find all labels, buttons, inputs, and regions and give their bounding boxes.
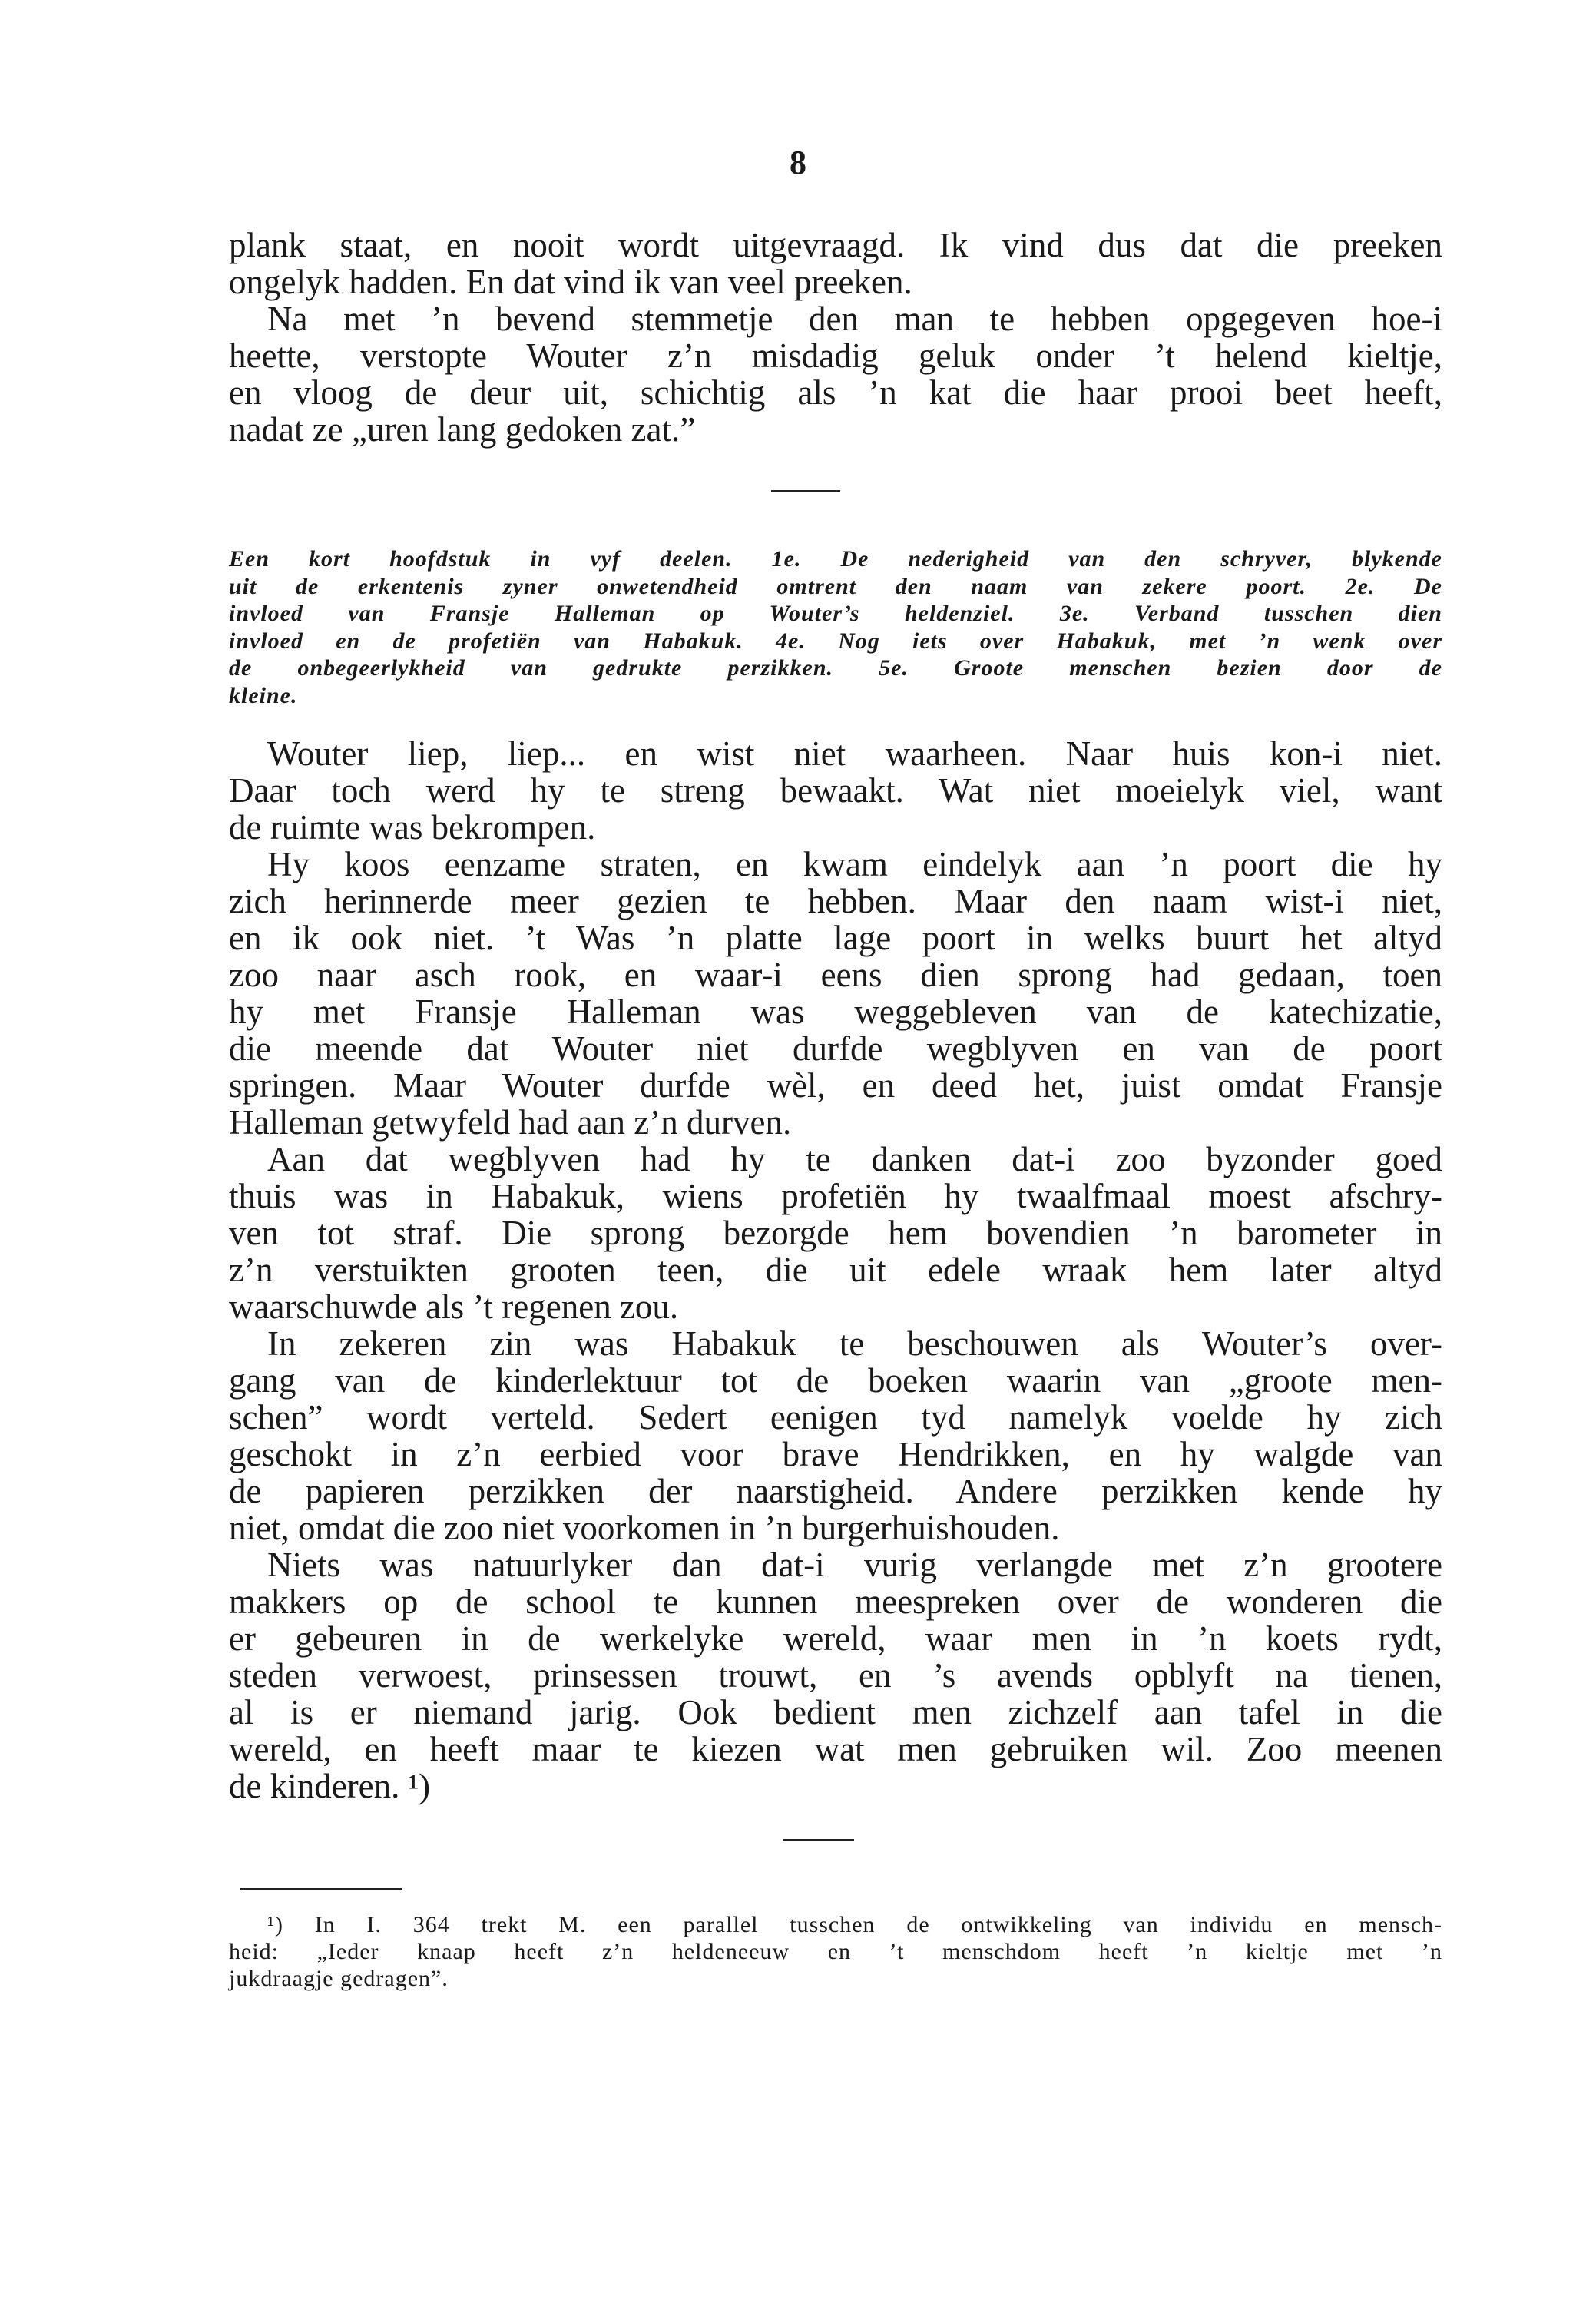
- body-line: wereld, en heeft maar te kiezen wat men gebruiken wil. Zoo meenen: [229, 1730, 1442, 1768]
- summary-line: de onbegeerlykheid van gedrukte perzikken. 5e. Groote menschen bezien door de: [229, 655, 1442, 681]
- body-line: springen. Maar Wouter durfde wèl, en deed het, juist omdat Fransje: [229, 1066, 1442, 1105]
- body-line: zich herinnerde meer gezien te hebben. Maar den naam wist-i niet,: [229, 882, 1442, 920]
- paragraph-block-top: [229, 227, 1442, 448]
- footnote-line: heid: „Ieder knaap heeft z’n heldeneeuw en ’t menschdom heeft ’n kieltje met ’n: [229, 1939, 1442, 1964]
- top-block-line: Na met ’n bevend stemmetje den man te hebben opgegeven hoe-i: [267, 300, 1442, 338]
- body-line: de kinderen. ¹): [229, 1767, 431, 1805]
- body-line: In zekeren zin was Habakuk te beschouwen als Wouter’s over-: [267, 1324, 1442, 1363]
- end-divider: [783, 1839, 854, 1841]
- summary-line: invloed en de profetiën van Habakuk. 4e. Nog iets over Habakuk, met ’n wenk over: [229, 628, 1442, 654]
- body-line: Halleman getwyfeld had aan z’n durven.: [229, 1103, 792, 1142]
- top-block-line: heette, verstopte Wouter z’n misdadig geluk onder ’t helend kieltje,: [229, 336, 1442, 375]
- top-block-line: ongelyk hadden. En dat vind ik van veel preeken.: [229, 263, 912, 301]
- page-number: 8: [790, 144, 806, 181]
- body-line: Aan dat wegblyven had hy te danken dat-i zoo byzonder goed: [267, 1140, 1442, 1178]
- summary-line: invloed van Fransje Halleman op Wouter’s heldenziel. 3e. Verband tusschen dien: [229, 601, 1442, 626]
- top-block-line: nadat ze „uren lang gedoken zat.”: [229, 410, 696, 449]
- summary-line: uit de erkentenis zyner onwetendheid omtrent den naam van zekere poort. 2e. De: [229, 573, 1442, 599]
- footnote: [229, 1911, 1442, 1992]
- body-line: al is er niemand jarig. Ook bedient men zichzelf aan tafel in die: [229, 1693, 1442, 1731]
- body-line: de ruimte was bekrompen.: [229, 808, 596, 847]
- body-line: niet, omdat die zoo niet voorkomen in ’n burgerhuishouden.: [229, 1509, 1060, 1547]
- summary-line: kleine.: [229, 682, 298, 708]
- chapter-summary: [229, 545, 1442, 709]
- body-line: Daar toch werd hy te streng bewaakt. Wat niet moeielyk viel, want: [229, 771, 1442, 810]
- footnote-rule: [240, 1888, 402, 1890]
- body-line: en ik ook niet. ’t Was ’n platte lage poort in welks buurt het altyd: [229, 919, 1442, 957]
- top-block-line: en vloog de deur uit, schichtig als ’n kat die haar prooi beet heeft,: [229, 373, 1442, 412]
- body-line: die meende dat Wouter niet durfde wegblyven en van de poort: [229, 1029, 1442, 1068]
- body-text: [229, 735, 1442, 1804]
- body-line: Hy koos eenzame straten, en kwam eindelyk aan ’n poort die hy: [267, 845, 1442, 883]
- body-line: thuis was in Habakuk, wiens profetiën hy twaalfmaal moest afschry-: [229, 1177, 1442, 1215]
- body-line: steden verwoest, prinsessen trouwt, en ’s avends opblyft na tienen,: [229, 1656, 1442, 1695]
- body-line: hy met Fransje Halleman was weggebleven van de katechizatie,: [229, 992, 1442, 1031]
- body-line: waarschuwde als ’t regenen zou.: [229, 1287, 679, 1326]
- summary-line: Een kort hoofdstuk in vyf deelen. 1e. De nederigheid van den schryver, blykende: [229, 546, 1442, 572]
- section-divider: [771, 490, 840, 492]
- body-line: z’n verstuikten grooten teen, die uit edele wraak hem later altyd: [229, 1251, 1442, 1289]
- body-line: er gebeuren in de werkelyke wereld, waar men in ’n koets rydt,: [229, 1619, 1442, 1658]
- body-line: geschokt in z’n eerbied voor brave Hendrikken, en hy walgde van: [229, 1435, 1442, 1473]
- body-line: gang van de kinderlektuur tot de boeken waarin van „groote men-: [229, 1361, 1442, 1400]
- body-line: Wouter liep, liep... en wist niet waarheen. Naar huis kon-i niet.: [267, 734, 1442, 773]
- footnote-line: ¹) In I. 364 trekt M. een parallel tusschen de ontwikkeling van individu en mensch-: [267, 1912, 1442, 1937]
- body-line: Niets was natuurlyker dan dat-i vurig verlangde met z’n grootere: [267, 1546, 1442, 1584]
- body-line: de papieren perzikken der naarstigheid. Andere perzikken kende hy: [229, 1472, 1442, 1510]
- body-line: zoo naar asch rook, en waar-i eens dien sprong had gedaan, toen: [229, 956, 1442, 994]
- body-line: makkers op de school te kunnen meespreken over de wonderen die: [229, 1582, 1442, 1621]
- footnote-line: jukdraagje gedragen”.: [229, 1966, 449, 1991]
- body-line: schen” wordt verteld. Sedert eenigen tyd namelyk voelde hy zich: [229, 1398, 1442, 1437]
- top-block-line: plank staat, en nooit wordt uitgevraagd. Ik vind dus dat die preeken: [229, 226, 1442, 264]
- body-line: ven tot straf. Die sprong bezorgde hem bovendien ’n barometer in: [229, 1214, 1442, 1252]
